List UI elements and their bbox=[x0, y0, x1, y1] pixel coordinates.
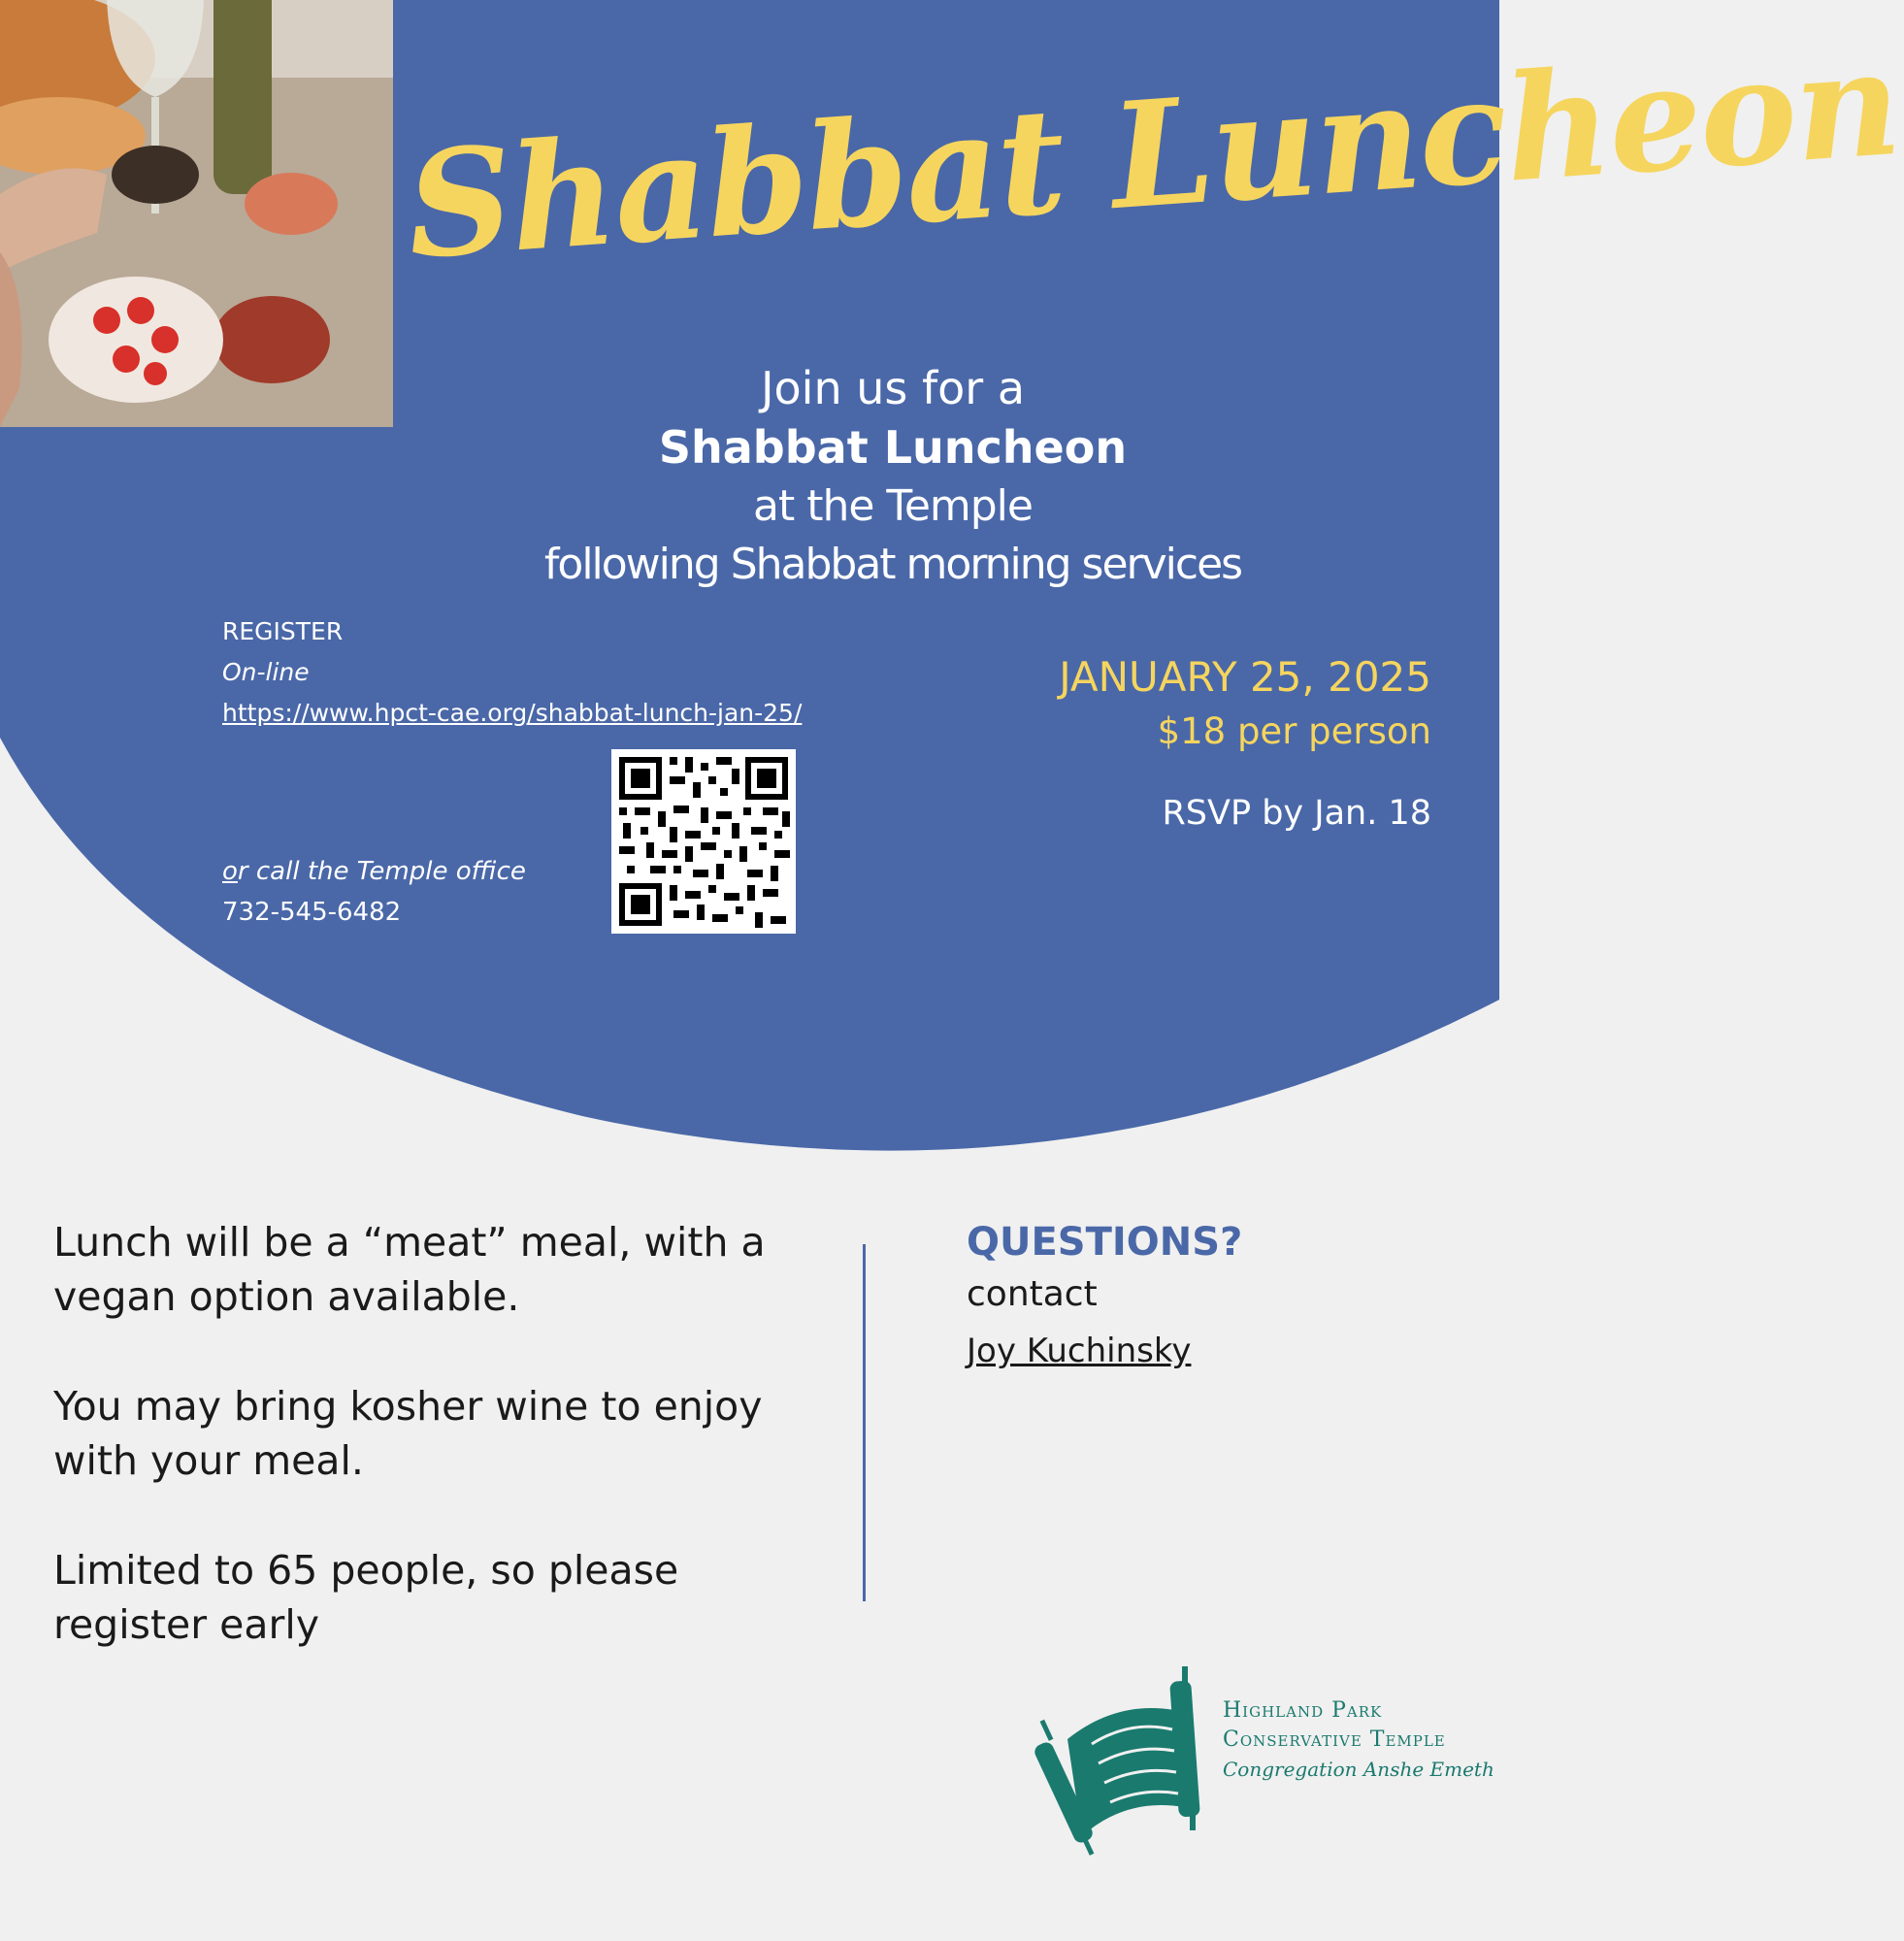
food-photo bbox=[0, 0, 393, 427]
register-label: REGISTER bbox=[222, 617, 344, 645]
details-meal: Lunch will be a “meat” meal, with a vegan option available. bbox=[53, 1219, 766, 1320]
temple-logo-text bbox=[1223, 1696, 1494, 1784]
questions-block bbox=[967, 1215, 1242, 1382]
phone-number[interactable]: 732-545-6482 bbox=[222, 898, 402, 927]
rsvp-deadline: RSVP by Jan. 18 bbox=[1162, 794, 1431, 833]
qr-code-graphic bbox=[611, 749, 796, 934]
details-wine: You may bring kosher wine to enjoy with your meal. bbox=[53, 1383, 763, 1484]
register-block bbox=[222, 611, 802, 734]
call-block bbox=[222, 851, 526, 933]
questions-heading: QUESTIONS? bbox=[967, 1220, 1243, 1265]
online-label: On-line bbox=[222, 658, 310, 686]
event-date: JANUARY 25, 2025 bbox=[1059, 653, 1431, 701]
vertical-divider bbox=[863, 1244, 866, 1601]
invite-line-4: following Shabbat morning services bbox=[543, 540, 1242, 589]
invite-line-1: Join us for a bbox=[760, 362, 1026, 414]
invitation-block bbox=[466, 359, 1320, 594]
call-label bbox=[222, 851, 526, 892]
food-photo-illustration bbox=[0, 0, 393, 427]
qr-code[interactable] bbox=[611, 749, 796, 934]
contact-label: contact bbox=[967, 1274, 1098, 1314]
event-price: $18 per person bbox=[1157, 710, 1431, 752]
logo-line-2: Conservative Temple bbox=[1223, 1727, 1446, 1752]
script-title: Shabbat Luncheon bbox=[401, 16, 1904, 292]
register-link[interactable]: https://www.hpct-cae.org/shabbat-lunch-jan-25/ bbox=[222, 699, 803, 727]
event-info bbox=[1059, 648, 1431, 833]
invite-line-2: Shabbat Luncheon bbox=[658, 421, 1128, 474]
logo-line-1: Highland Park bbox=[1223, 1698, 1383, 1723]
invite-line-3: at the Temple bbox=[753, 481, 1033, 531]
call-rest: r call the Temple office bbox=[237, 857, 526, 886]
details-limit: Limited to 65 people, so please register early bbox=[53, 1547, 679, 1648]
logo-line-3: Congregation Anshe Emeth bbox=[1223, 1758, 1494, 1781]
torah-scroll-icon bbox=[1038, 1661, 1223, 1856]
call-prefix: o bbox=[222, 857, 238, 886]
contact-name-link[interactable]: Joy Kuchinsky bbox=[967, 1332, 1192, 1370]
details-block bbox=[53, 1215, 830, 1707]
